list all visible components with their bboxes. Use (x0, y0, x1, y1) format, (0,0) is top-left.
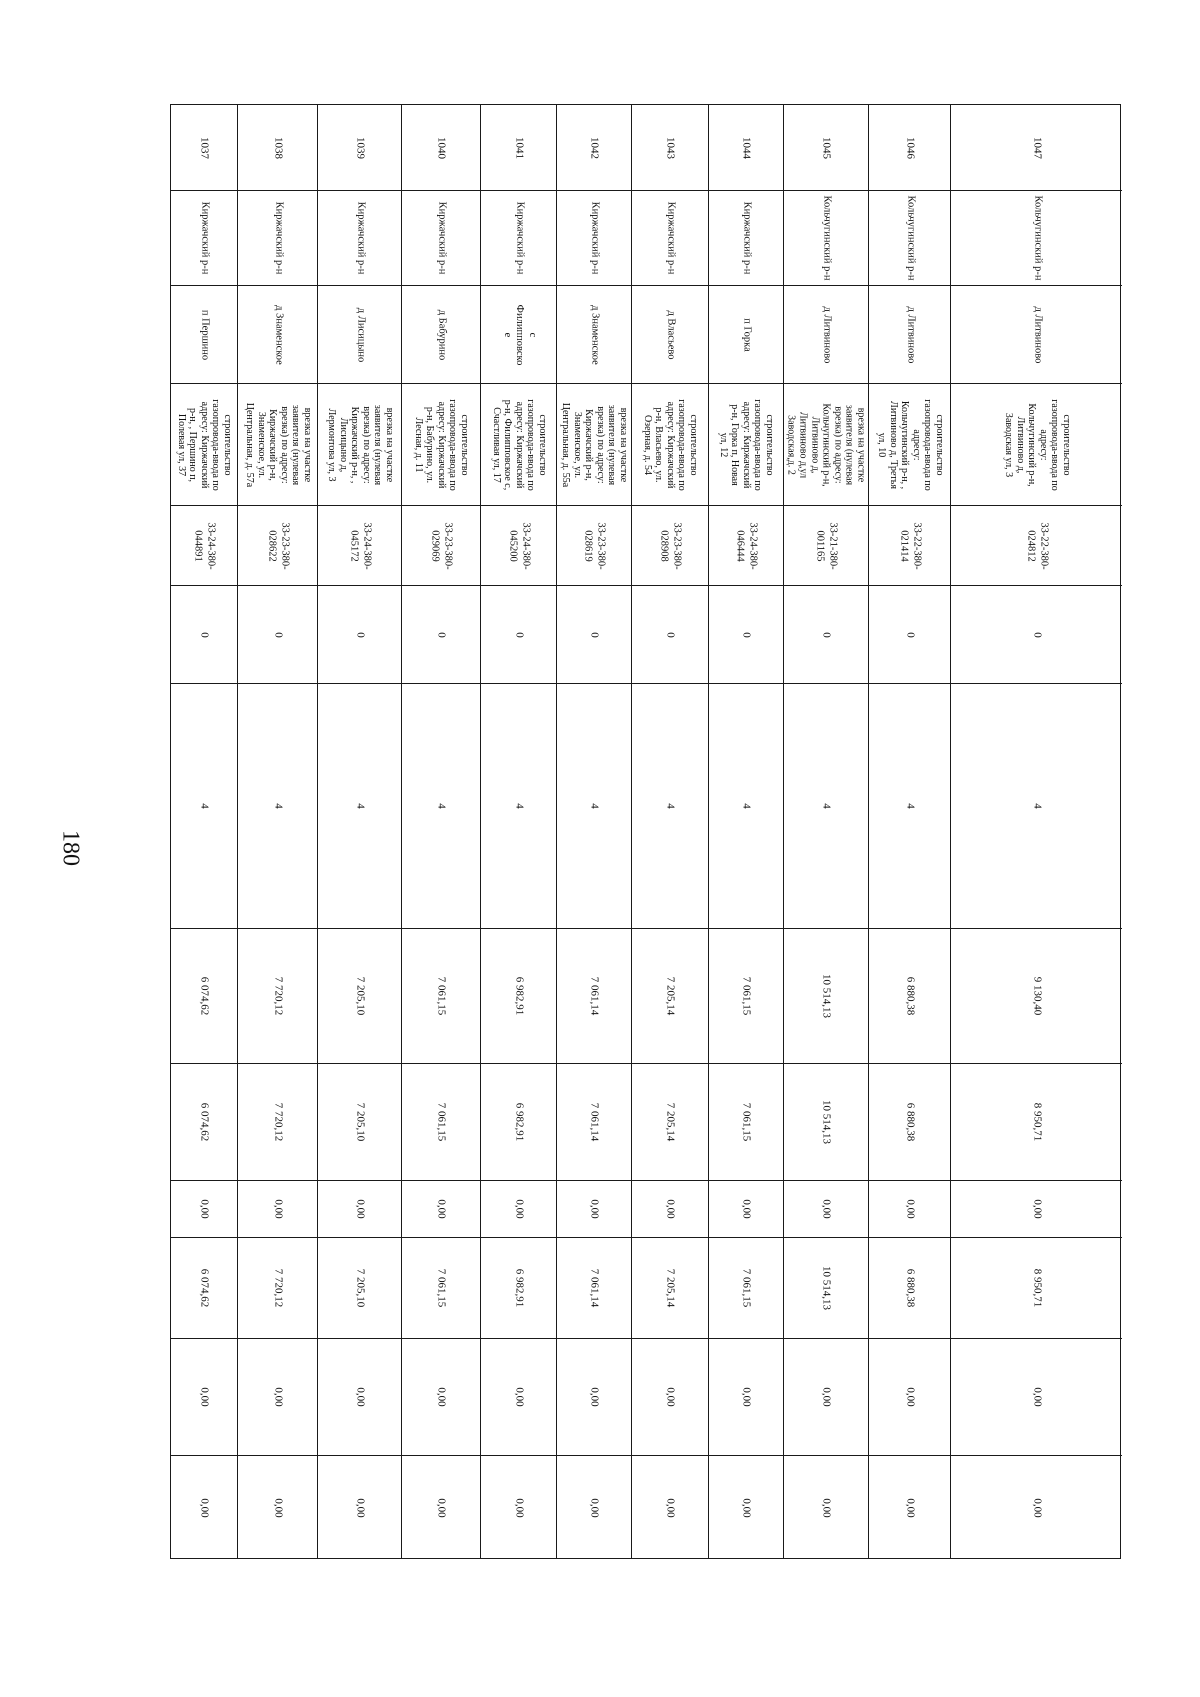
value-cell-10-text: 0,00 (353, 1199, 366, 1219)
cadastral-code-cell (951, 505, 1122, 585)
value-cell-7-text: 4 (512, 803, 525, 809)
description-cell (171, 383, 237, 505)
cadastral-code-cell-text: 33-23-380- 028622 (266, 521, 290, 570)
settlement-cell (481, 285, 556, 383)
value-cell-13-text: 0,00 (435, 1498, 448, 1518)
value-cell-8 (784, 928, 868, 1063)
value-cell-12-text: 0,00 (353, 1387, 366, 1407)
value-cell-7 (402, 683, 480, 928)
value-cell-13 (171, 1455, 237, 1560)
settlement-cell-text: д Знаменское (272, 304, 284, 365)
value-cell-10 (238, 1180, 317, 1237)
value-cell-13 (481, 1455, 556, 1560)
value-cell-6 (481, 585, 556, 683)
value-cell-8-text: 7 205,10 (353, 976, 366, 1016)
value-cell-8 (869, 928, 950, 1063)
row-number-text: 1040 (435, 136, 448, 159)
value-cell-7-text: 4 (1030, 803, 1043, 809)
value-cell-11-text: 7 061,15 (435, 1268, 448, 1308)
value-cell-7 (951, 683, 1122, 928)
value-cell-6 (869, 585, 950, 683)
value-cell-8-text: 6 074,62 (198, 976, 211, 1016)
value-cell-9 (784, 1063, 868, 1180)
row-number (481, 105, 556, 190)
settlement-cell (709, 285, 783, 383)
value-cell-13 (709, 1455, 783, 1560)
value-cell-6 (951, 585, 1122, 683)
cadastral-code-cell (632, 505, 708, 585)
value-cell-11 (784, 1237, 868, 1338)
value-cell-11-text: 10 514,13 (820, 1266, 833, 1310)
value-cell-13 (951, 1455, 1122, 1560)
settlement-cell-text: с Филипповско е (501, 304, 538, 365)
settlement-cell (318, 285, 401, 383)
value-cell-7-text: 4 (435, 803, 448, 809)
cadastral-code-cell-text: 33-22-380- 021414 (898, 521, 922, 570)
value-cell-10 (784, 1180, 868, 1237)
row-number-text: 1044 (740, 136, 753, 159)
description-cell (318, 383, 401, 505)
value-cell-11 (318, 1237, 401, 1338)
value-cell-13-text: 0,00 (903, 1498, 916, 1518)
value-cell-11 (869, 1237, 950, 1338)
district-cell-text: Киржачский р-н (589, 201, 601, 275)
settlement-cell-text: д Лисицыно (354, 307, 366, 362)
value-cell-9-text: 6 074,62 (198, 1102, 211, 1142)
description-cell (709, 383, 783, 505)
settlement-cell (171, 285, 237, 383)
district-cell (238, 190, 317, 285)
value-cell-9-text: 8 950,71 (1030, 1102, 1043, 1142)
row-number-text: 1041 (512, 136, 525, 159)
value-cell-7 (784, 683, 868, 928)
value-cell-10-text: 0,00 (820, 1199, 833, 1219)
value-cell-9-text: 7 205,14 (664, 1102, 677, 1142)
description-cell (238, 383, 317, 505)
cadastral-code-cell-text: 33-23-380- 028619 (583, 521, 607, 570)
district-cell (481, 190, 556, 285)
value-cell-6-text: 0 (512, 631, 525, 638)
value-cell-10 (318, 1180, 401, 1237)
value-cell-10-text: 0,00 (664, 1199, 677, 1219)
value-cell-7 (709, 683, 783, 928)
district-cell-text: Киржачский р-н (513, 201, 525, 275)
value-cell-12 (784, 1338, 868, 1455)
description-cell (951, 383, 1122, 505)
row-number-text: 1047 (1030, 136, 1043, 159)
value-cell-7-text: 4 (664, 803, 677, 809)
settlement-cell (557, 285, 631, 383)
value-cell-7-text: 4 (198, 803, 211, 809)
value-cell-8-text: 7 061,14 (588, 976, 601, 1016)
row-number (869, 105, 950, 190)
district-cell (869, 190, 950, 285)
row-number (238, 105, 317, 190)
value-cell-8-text: 10 514,13 (820, 974, 833, 1018)
value-cell-12-text: 0,00 (512, 1387, 525, 1407)
row-number (632, 105, 708, 190)
value-cell-10 (869, 1180, 950, 1237)
value-cell-11-text: 7 061,15 (740, 1268, 753, 1308)
row-number-text: 1043 (664, 136, 677, 159)
value-cell-7-text: 4 (820, 803, 833, 809)
district-cell (557, 190, 631, 285)
district-cell (402, 190, 480, 285)
value-cell-12-text: 0,00 (820, 1387, 833, 1407)
value-cell-11 (402, 1237, 480, 1338)
settlement-cell (238, 285, 317, 383)
cadastral-code-cell (709, 505, 783, 585)
value-cell-8 (318, 928, 401, 1063)
district-cell (951, 190, 1122, 285)
district-cell-text: Киржачский р-н (665, 201, 677, 275)
cadastral-code-cell (784, 505, 868, 585)
value-cell-12-text: 0,00 (588, 1387, 601, 1407)
value-cell-13-text: 0,00 (1030, 1498, 1043, 1518)
cadastral-code-cell-text: 33-22-380- 024812 (1025, 521, 1049, 570)
value-cell-12 (557, 1338, 631, 1455)
value-cell-7 (171, 683, 237, 928)
value-cell-12-text: 0,00 (664, 1387, 677, 1407)
description-cell-text: строительство газопровода-ввода по адресу: Кольчугинский р-н, , Литвиново д, Третья ул, 10 (875, 398, 945, 491)
cadastral-code-cell (557, 505, 631, 585)
description-cell-text: строительство газопровода-ввода по адресу: Киржачский р-н, , Першино п, Полевая ул, 37 (175, 398, 233, 491)
value-cell-6-text: 0 (588, 631, 601, 638)
settlement-cell-text: д Бабурино (436, 309, 448, 360)
district-cell-text: Кольчугинский р-н (1031, 195, 1043, 281)
row-number-text: 1037 (198, 136, 211, 159)
district-cell (632, 190, 708, 285)
table-row (481, 105, 557, 1558)
value-cell-9-text: 7 205,10 (353, 1102, 366, 1142)
value-cell-6 (784, 585, 868, 683)
value-cell-11-text: 6 074,62 (198, 1268, 211, 1308)
value-cell-7-text: 4 (588, 803, 601, 809)
value-cell-13 (402, 1455, 480, 1560)
cadastral-code-cell (238, 505, 317, 585)
settlement-cell-text: д Литвиново (904, 306, 916, 363)
value-cell-9-text: 6 982,91 (512, 1102, 525, 1142)
value-cell-11 (481, 1237, 556, 1338)
cadastral-code-cell-text: 33-23-380- 029069 (430, 521, 454, 570)
table-row (951, 105, 1122, 1558)
value-cell-13-text: 0,00 (353, 1498, 366, 1518)
value-cell-7 (481, 683, 556, 928)
value-cell-6 (402, 585, 480, 683)
value-cell-11-text: 7 061,14 (588, 1268, 601, 1308)
description-cell (869, 383, 950, 505)
value-cell-7 (238, 683, 317, 928)
value-cell-9 (709, 1063, 783, 1180)
value-cell-9 (951, 1063, 1122, 1180)
settlement-cell-text: д Знаменское (589, 304, 601, 365)
value-cell-12 (869, 1338, 950, 1455)
value-cell-8-text: 7 720,12 (271, 976, 284, 1016)
table-row (784, 105, 869, 1558)
value-cell-6 (238, 585, 317, 683)
value-cell-13 (318, 1455, 401, 1560)
value-cell-8 (171, 928, 237, 1063)
value-cell-6 (557, 585, 631, 683)
settlement-cell (869, 285, 950, 383)
settlement-cell (951, 285, 1122, 383)
description-cell-text: строительство газопровода-ввода по адресу: Киржачский р-н, Горка п, Новая ул, 12 (717, 398, 775, 491)
district-cell-text: Киржачский р-н (272, 201, 284, 275)
value-cell-6-text: 0 (740, 631, 753, 638)
value-cell-8 (709, 928, 783, 1063)
row-number (171, 105, 237, 190)
row-number (709, 105, 783, 190)
district-cell (171, 190, 237, 285)
settlement-cell-text: д Литвиново (1031, 306, 1043, 363)
data-table (170, 104, 1121, 1559)
value-cell-10-text: 0,00 (271, 1199, 284, 1219)
value-cell-13-text: 0,00 (512, 1498, 525, 1518)
description-cell-text: строительство газопровода-ввода по адресу: Киржачский р-н, Бабурино, ул. Лесная, д. 11 (412, 398, 470, 491)
table-row (238, 105, 318, 1558)
value-cell-11 (951, 1237, 1122, 1338)
table-row (318, 105, 402, 1558)
value-cell-11-text: 8 950,71 (1030, 1268, 1043, 1308)
cadastral-code-cell-text: 33-24-380- 045200 (507, 521, 531, 570)
value-cell-9 (402, 1063, 480, 1180)
settlement-cell-text: д Власьево (665, 309, 677, 360)
value-cell-12 (632, 1338, 708, 1455)
value-cell-10-text: 0,00 (512, 1199, 525, 1219)
value-cell-12 (318, 1338, 401, 1455)
table-row (709, 105, 784, 1558)
settlement-cell-text: п Горка (741, 317, 753, 352)
value-cell-6 (709, 585, 783, 683)
value-cell-7-text: 4 (271, 803, 284, 809)
row-number (557, 105, 631, 190)
value-cell-6-text: 0 (198, 631, 211, 638)
value-cell-13 (238, 1455, 317, 1560)
value-cell-10-text: 0,00 (903, 1199, 916, 1219)
table-row (171, 105, 238, 1558)
value-cell-13-text: 0,00 (198, 1498, 211, 1518)
value-cell-8-text: 7 205,14 (664, 976, 677, 1016)
value-cell-13-text: 0,00 (740, 1498, 753, 1518)
value-cell-6-text: 0 (353, 631, 366, 638)
value-cell-6 (171, 585, 237, 683)
value-cell-12 (238, 1338, 317, 1455)
value-cell-6-text: 0 (664, 631, 677, 638)
district-cell (709, 190, 783, 285)
value-cell-11-text: 7 205,10 (353, 1268, 366, 1308)
cadastral-code-cell (171, 505, 237, 585)
value-cell-7-text: 4 (353, 803, 366, 809)
row-number (402, 105, 480, 190)
row-number (784, 105, 868, 190)
value-cell-10 (402, 1180, 480, 1237)
value-cell-7 (557, 683, 631, 928)
value-cell-11 (557, 1237, 631, 1338)
value-cell-8-text: 7 061,15 (435, 976, 448, 1016)
value-cell-12 (481, 1338, 556, 1455)
value-cell-7-text: 4 (740, 803, 753, 809)
value-cell-12-text: 0,00 (903, 1387, 916, 1407)
value-cell-10 (171, 1180, 237, 1237)
value-cell-8 (632, 928, 708, 1063)
cadastral-code-cell-text: 33-24-380- 046444 (735, 521, 759, 570)
value-cell-12-text: 0,00 (1030, 1387, 1043, 1407)
value-cell-13 (869, 1455, 950, 1560)
settlement-cell-text: п Першино (199, 309, 211, 360)
value-cell-10 (481, 1180, 556, 1237)
value-cell-11-text: 6 880,38 (903, 1268, 916, 1308)
value-cell-12-text: 0,00 (198, 1387, 211, 1407)
row-number (318, 105, 401, 190)
value-cell-10-text: 0,00 (1030, 1199, 1043, 1219)
value-cell-11-text: 7 205,14 (664, 1268, 677, 1308)
value-cell-9 (557, 1063, 631, 1180)
value-cell-10 (951, 1180, 1122, 1237)
description-cell-text: врезка на участке заявителя (нулевая врезка) по адресу: Киржачский р-н, , Лисицыно д, Лермонтова ул, 3 (325, 404, 395, 485)
value-cell-9-text: 6 880,38 (903, 1102, 916, 1142)
table-row (632, 105, 709, 1558)
cadastral-code-cell (318, 505, 401, 585)
value-cell-13-text: 0,00 (588, 1498, 601, 1518)
value-cell-13-text: 0,00 (271, 1498, 284, 1518)
table-row (557, 105, 632, 1558)
value-cell-9-text: 7 720,12 (271, 1102, 284, 1142)
value-cell-10-text: 0,00 (588, 1199, 601, 1219)
row-number-text: 1045 (820, 136, 833, 159)
table-row (402, 105, 481, 1558)
value-cell-9 (318, 1063, 401, 1180)
value-cell-11 (632, 1237, 708, 1338)
settlement-cell (402, 285, 480, 383)
value-cell-7-text: 4 (903, 803, 916, 809)
description-cell (632, 383, 708, 505)
value-cell-13 (784, 1455, 868, 1560)
value-cell-8-text: 9 130,40 (1030, 976, 1043, 1016)
value-cell-12 (951, 1338, 1122, 1455)
value-cell-9 (171, 1063, 237, 1180)
cadastral-code-cell (402, 505, 480, 585)
value-cell-9-text: 7 061,14 (588, 1102, 601, 1142)
value-cell-10-text: 0,00 (740, 1199, 753, 1219)
value-cell-10 (632, 1180, 708, 1237)
district-cell (784, 190, 868, 285)
value-cell-8 (481, 928, 556, 1063)
settlement-cell (784, 285, 868, 383)
description-cell-text: строительство газопровода-ввода по адресу: Киржачский р-н, Филипповское с, Счастливая ул, 17 (490, 398, 548, 491)
row-number (951, 105, 1122, 190)
cadastral-code-cell-text: 33-21-380- 001165 (815, 521, 839, 570)
district-cell-text: Кольчугинский р-н (904, 195, 916, 281)
settlement-cell-text: д Литвиново (821, 306, 833, 363)
cadastral-code-cell (481, 505, 556, 585)
value-cell-9-text: 10 514,13 (820, 1100, 833, 1144)
value-cell-6-text: 0 (271, 631, 284, 638)
value-cell-9 (481, 1063, 556, 1180)
value-cell-12 (171, 1338, 237, 1455)
description-cell-text: врезка на участке заявителя (нулевая врезка) по адресу: Киржачский р-н, Знаменское, ул. Центральная, д. 55а (559, 402, 629, 487)
value-cell-9-text: 7 061,15 (740, 1102, 753, 1142)
value-cell-9 (869, 1063, 950, 1180)
value-cell-10 (557, 1180, 631, 1237)
value-cell-8-text: 7 061,15 (740, 976, 753, 1016)
value-cell-11-text: 7 720,12 (271, 1268, 284, 1308)
value-cell-10-text: 0,00 (435, 1199, 448, 1219)
value-cell-9 (632, 1063, 708, 1180)
row-number-text: 1038 (271, 136, 284, 159)
value-cell-13 (557, 1455, 631, 1560)
value-cell-11 (171, 1237, 237, 1338)
description-cell (402, 383, 480, 505)
value-cell-8 (557, 928, 631, 1063)
district-cell-text: Киржачский р-н (199, 201, 211, 275)
district-cell-text: Киржачский р-н (354, 201, 366, 275)
value-cell-8-text: 6 982,91 (512, 976, 525, 1016)
value-cell-9 (238, 1063, 317, 1180)
cadastral-code-cell-text: 33-24-380- 044891 (193, 521, 217, 570)
value-cell-11 (709, 1237, 783, 1338)
value-cell-11-text: 6 982,91 (512, 1268, 525, 1308)
value-cell-6-text: 0 (820, 631, 833, 638)
value-cell-10-text: 0,00 (198, 1199, 211, 1219)
district-cell (318, 190, 401, 285)
value-cell-7 (869, 683, 950, 928)
value-cell-6-text: 0 (1030, 631, 1043, 638)
value-cell-8-text: 6 880,38 (903, 976, 916, 1016)
value-cell-6 (318, 585, 401, 683)
value-cell-12-text: 0,00 (435, 1387, 448, 1407)
description-cell-text: строительство газопровода-ввода по адресу: Киржачский р-н, Власьево, ул. Озерная, д. 54 (641, 398, 699, 491)
value-cell-13-text: 0,00 (664, 1498, 677, 1518)
row-number-text: 1042 (588, 136, 601, 159)
district-cell-text: Киржачский р-н (741, 201, 753, 275)
table-row (869, 105, 951, 1558)
value-cell-6 (632, 585, 708, 683)
value-cell-12 (402, 1338, 480, 1455)
description-cell (784, 383, 868, 505)
cadastral-code-cell (869, 505, 950, 585)
value-cell-11 (238, 1237, 317, 1338)
description-cell (557, 383, 631, 505)
value-cell-12-text: 0,00 (740, 1387, 753, 1407)
row-number-text: 1046 (903, 136, 916, 159)
description-cell (481, 383, 556, 505)
value-cell-12 (709, 1338, 783, 1455)
district-cell-text: Киржачский р-н (436, 201, 448, 275)
value-cell-10 (709, 1180, 783, 1237)
value-cell-13 (632, 1455, 708, 1560)
description-cell-text: врезка на участке заявителя (нулевая врезка) по адресу: Киржачский р-н, Знаменское, ул. Центральная, д. 57а (243, 402, 313, 487)
cadastral-code-cell-text: 33-23-380- 028908 (659, 521, 683, 570)
settlement-cell (632, 285, 708, 383)
row-number-text: 1039 (353, 136, 366, 159)
description-cell-text: врезка на участке заявителя (нулевая врезка) по адресу: Кольчугинский р-н, Литвиново д, Литвиново д,ул Заводская,д. 2 (786, 402, 867, 487)
cadastral-code-cell-text: 33-24-380- 045172 (348, 521, 372, 570)
value-cell-7 (632, 683, 708, 928)
value-cell-6-text: 0 (435, 631, 448, 638)
description-cell-text: строительство газопровода-ввода по адресу: Кольчугинский р-н, Литвиново д, Заводская ул, 3 (1002, 398, 1072, 491)
value-cell-9-text: 7 061,15 (435, 1102, 448, 1142)
value-cell-13-text: 0,00 (820, 1498, 833, 1518)
value-cell-8 (402, 928, 480, 1063)
value-cell-6-text: 0 (903, 631, 916, 638)
page-number: 180 (57, 830, 84, 866)
value-cell-7 (318, 683, 401, 928)
value-cell-12-text: 0,00 (271, 1387, 284, 1407)
value-cell-8 (238, 928, 317, 1063)
value-cell-8 (951, 928, 1122, 1063)
district-cell-text: Кольчугинский р-н (821, 195, 833, 281)
